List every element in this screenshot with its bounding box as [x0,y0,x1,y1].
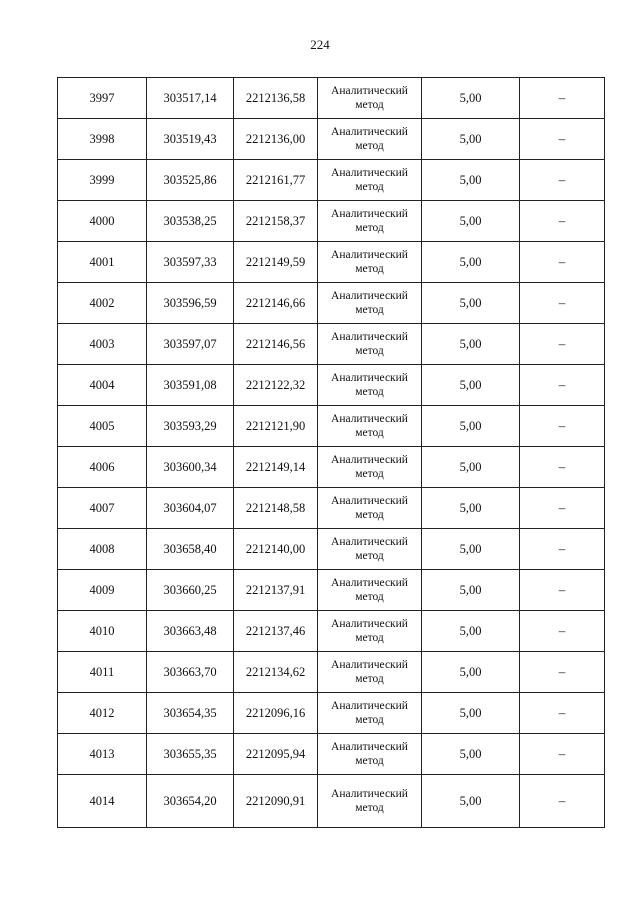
method-cell [318,119,422,160]
y-coordinate-cell: 2212161,77 [234,160,318,201]
method-line: Аналитический [331,126,408,138]
y-coordinate-cell: 2212148,58 [234,488,318,529]
table-row [58,283,605,324]
note-cell: – [520,775,605,828]
method-line: метод [355,591,384,603]
method-line: Аналитический [331,290,408,302]
table-row [58,734,605,775]
table-row [58,406,605,447]
y-coordinate-cell: 2212134,62 [234,652,318,693]
error-cell: 5,00 [422,160,520,201]
y-coordinate-cell: 2212096,16 [234,693,318,734]
x-coordinate-cell: 303538,25 [147,201,234,242]
y-coordinate-cell: 2212137,46 [234,611,318,652]
method-cell [318,734,422,775]
table-row [58,447,605,488]
coordinates-table [57,77,605,828]
point-number-cell: 4013 [58,734,147,775]
error-cell: 5,00 [422,488,520,529]
point-number-cell: 3997 [58,78,147,119]
point-number-cell: 4009 [58,570,147,611]
x-coordinate-cell: 303660,25 [147,570,234,611]
x-coordinate-cell: 303591,08 [147,365,234,406]
method-cell [318,775,422,828]
table-row [58,693,605,734]
point-number-cell: 4001 [58,242,147,283]
method-cell [318,570,422,611]
method-line: метод [355,550,384,562]
table-row [58,488,605,529]
error-cell: 5,00 [422,693,520,734]
y-coordinate-cell: 2212095,94 [234,734,318,775]
x-coordinate-cell: 303597,33 [147,242,234,283]
x-coordinate-cell: 303658,40 [147,529,234,570]
error-cell: 5,00 [422,283,520,324]
method-line: Аналитический [331,413,408,425]
method-line: метод [355,714,384,726]
point-number-cell: 4008 [58,529,147,570]
x-coordinate-cell: 303604,07 [147,488,234,529]
method-cell [318,160,422,201]
note-cell: – [520,488,605,529]
method-line: Аналитический [331,788,408,800]
method-cell [318,406,422,447]
y-coordinate-cell: 2212146,56 [234,324,318,365]
note-cell: – [520,78,605,119]
method-line: Аналитический [331,618,408,630]
x-coordinate-cell: 303663,70 [147,652,234,693]
x-coordinate-cell: 303600,34 [147,447,234,488]
y-coordinate-cell: 2212121,90 [234,406,318,447]
method-line: метод [355,386,384,398]
error-cell: 5,00 [422,78,520,119]
x-coordinate-cell: 303517,14 [147,78,234,119]
table-row [58,529,605,570]
note-cell: – [520,324,605,365]
method-line: метод [355,345,384,357]
error-cell: 5,00 [422,611,520,652]
method-cell [318,488,422,529]
note-cell: – [520,242,605,283]
error-cell: 5,00 [422,242,520,283]
error-cell: 5,00 [422,324,520,365]
table-row [58,611,605,652]
error-cell: 5,00 [422,447,520,488]
method-line: Аналитический [331,208,408,220]
note-cell: – [520,406,605,447]
error-cell: 5,00 [422,365,520,406]
y-coordinate-cell: 2212136,58 [234,78,318,119]
note-cell: – [520,447,605,488]
point-number-cell: 4014 [58,775,147,828]
method-line: метод [355,263,384,275]
point-number-cell: 4006 [58,447,147,488]
note-cell: – [520,160,605,201]
y-coordinate-cell: 2212158,37 [234,201,318,242]
x-coordinate-cell: 303596,59 [147,283,234,324]
method-line: метод [355,140,384,152]
table-row [58,201,605,242]
method-line: Аналитический [331,331,408,343]
error-cell: 5,00 [422,570,520,611]
y-coordinate-cell: 2212149,59 [234,242,318,283]
table-row [58,160,605,201]
table-row [58,119,605,160]
x-coordinate-cell: 303597,07 [147,324,234,365]
method-cell [318,447,422,488]
point-number-cell: 4005 [58,406,147,447]
method-line: Аналитический [331,249,408,261]
method-line: Аналитический [331,372,408,384]
method-line: метод [355,427,384,439]
method-cell [318,78,422,119]
method-line: метод [355,222,384,234]
method-cell [318,611,422,652]
point-number-cell: 4004 [58,365,147,406]
method-line: метод [355,755,384,767]
method-cell [318,693,422,734]
point-number-cell: 4000 [58,201,147,242]
method-line: Аналитический [331,741,408,753]
table-row [58,242,605,283]
x-coordinate-cell: 303654,35 [147,693,234,734]
method-line: метод [355,802,384,814]
method-cell [318,529,422,570]
method-cell [318,201,422,242]
method-line: метод [355,632,384,644]
table-row [58,652,605,693]
error-cell: 5,00 [422,529,520,570]
method-line: Аналитический [331,495,408,507]
point-number-cell: 4012 [58,693,147,734]
y-coordinate-cell: 2212122,32 [234,365,318,406]
method-line: Аналитический [331,659,408,671]
method-line: Аналитический [331,700,408,712]
note-cell: – [520,529,605,570]
point-number-cell: 4002 [58,283,147,324]
note-cell: – [520,570,605,611]
method-line: Аналитический [331,85,408,97]
method-line: метод [355,509,384,521]
x-coordinate-cell: 303519,43 [147,119,234,160]
method-line: метод [355,181,384,193]
method-line: метод [355,304,384,316]
method-cell [318,324,422,365]
note-cell: – [520,734,605,775]
y-coordinate-cell: 2212090,91 [234,775,318,828]
error-cell: 5,00 [422,201,520,242]
error-cell: 5,00 [422,406,520,447]
table-row [58,324,605,365]
method-cell [318,283,422,324]
method-line: метод [355,468,384,480]
note-cell: – [520,201,605,242]
table-row [58,570,605,611]
x-coordinate-cell: 303663,48 [147,611,234,652]
point-number-cell: 4003 [58,324,147,365]
point-number-cell: 3999 [58,160,147,201]
method-cell [318,652,422,693]
table-row [58,775,605,828]
x-coordinate-cell: 303654,20 [147,775,234,828]
x-coordinate-cell: 303525,86 [147,160,234,201]
method-line: метод [355,673,384,685]
method-line: Аналитический [331,536,408,548]
x-coordinate-cell: 303593,29 [147,406,234,447]
y-coordinate-cell: 2212140,00 [234,529,318,570]
note-cell: – [520,611,605,652]
note-cell: – [520,283,605,324]
point-number-cell: 3998 [58,119,147,160]
error-cell: 5,00 [422,775,520,828]
method-line: Аналитический [331,577,408,589]
note-cell: – [520,365,605,406]
x-coordinate-cell: 303655,35 [147,734,234,775]
method-line: Аналитический [331,454,408,466]
method-cell [318,242,422,283]
method-line: метод [355,99,384,111]
note-cell: – [520,652,605,693]
table-row [58,365,605,406]
method-line: Аналитический [331,167,408,179]
error-cell: 5,00 [422,652,520,693]
table-row [58,78,605,119]
y-coordinate-cell: 2212149,14 [234,447,318,488]
point-number-cell: 4007 [58,488,147,529]
note-cell: – [520,119,605,160]
method-cell [318,365,422,406]
point-number-cell: 4010 [58,611,147,652]
y-coordinate-cell: 2212137,91 [234,570,318,611]
error-cell: 5,00 [422,119,520,160]
y-coordinate-cell: 2212136,00 [234,119,318,160]
y-coordinate-cell: 2212146,66 [234,283,318,324]
error-cell: 5,00 [422,734,520,775]
page-number: 224 [310,37,330,52]
note-cell: – [520,693,605,734]
point-number-cell: 4011 [58,652,147,693]
